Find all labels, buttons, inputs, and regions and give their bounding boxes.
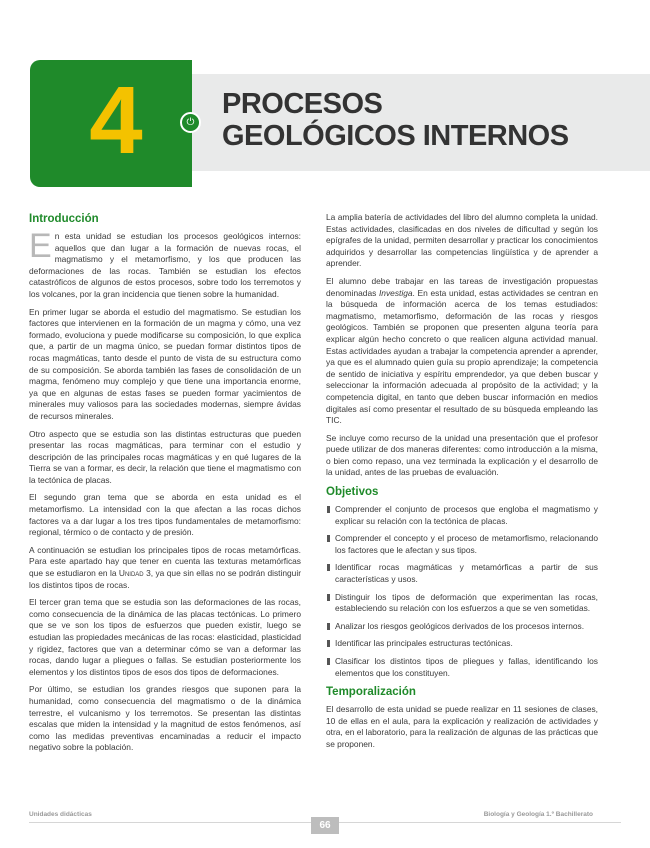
intro-paragraph-1-text: n esta unidad se estudian los procesos geológicos internos: aquellos que dan lugar a la formación de nuevas rocas, el magmatismo y el metamorfismo, y los que producen las deformaciones de las rocas. También se estudian los efectos catastróficos de algunos de estos procesos, sobre todo los terremotos y los volcanes, por la gran incidencia que tienen sobre la humanidad. [29, 231, 301, 299]
objetivos-list [326, 504, 598, 679]
intro-paragraph-5-b: 3, ya que sin ellas no se podrán distinguir los distintos tipos de rocas. [29, 568, 301, 590]
intro-paragraph-2: En primer lugar se aborda el estudio del magmatismo. Se estudian los factores que intervienen en la formación de un magma y cómo, una vez formado, evoluciona y puede modificarse su composición, lo que explica que, a partir de un magma único, se puedan formar distintos tipos de rocas magmáticas, tanto desde el punto de vista de su estructura como de su composición. Se aborda también las fases de consolidación de un magma, fenómeno muy complejo y que tiene una importancia enorme, ya que en algunas de estas fases se pueden formar yacimientos de minerales muy valiosos para las sociedades modernas, siempre ávidas de recursos minerales. [29, 306, 301, 421]
title-line-2: GEOLÓGICOS INTERNOS [222, 120, 569, 152]
intro-heading: Introducción [29, 213, 99, 225]
objetivo-item: Clasificar los distintos tipos de pliegues y fallas, identificando los elementos que los constituyen. [326, 656, 598, 679]
right-paragraph-1: La amplia batería de actividades del libro del alumno completa la unidad. Estas actividades, clasificadas en dos niveles de dificultad y según los epígrafes de la unidad, permiten desarrollar y practicar los conocimientos adquiridos y desarrollar las competencias lingüística y de aprender a aprender. [326, 212, 598, 269]
drop-cap: E [29, 227, 52, 265]
objetivo-item: Comprender el concepto y el proceso de metamorfismo, relacionando los factores que le afectan y sus tipos. [326, 533, 598, 556]
objetivo-item: Analizar los riesgos geológicos derivados de los procesos internos. [326, 621, 598, 633]
temporalizacion-paragraph: El desarrollo de esta unidad se puede realizar en 11 sesiones de clases, 10 de ellas en el aula, para la explicación y realización de actividades y otra, en el laboratorio, para la realización de algunas de las prácticas que se proponen. [326, 704, 598, 749]
objetivo-item: Comprender el conjunto de procesos que engloba el magmatismo y explicar su relación con la tectónica de placas. [326, 504, 598, 527]
investiga-term: Investiga [378, 287, 413, 298]
objetivo-item: Identificar las principales estructuras tectónicas. [326, 638, 598, 650]
right-column [326, 212, 598, 757]
right-paragraph-2-b: . En esta unidad, estas actividades se centran en la búsqueda de información acerca de los temas estudiados: magmatismo, metamorfismo, deformación de las rocas y riesgos geológicos. También se proponen que presenten alguna teoría para explicar algún hecho concreto o que realicen alguna actividad manual. Estas actividades ayudan a trabajar la competencia aprender a aprender, ya que es el alumnado quien guía su propio aprendizaje; la competencia de sentido de iniciativa y espíritu emprendedor, ya que deben buscar y seleccionar la información adecuada al propósito de la actividad; y la competencia digital, en tanto que deben buscar información en medios digitales así como presentar el resultado de su búsqueda empleando las TIC. [326, 287, 598, 426]
right-paragraph-2 [326, 276, 598, 427]
intro-paragraph-5 [29, 545, 301, 591]
footer-right-label: Biología y Geología 1.º Bachillerato [483, 811, 593, 818]
objetivos-heading: Objetivos [326, 486, 379, 499]
objetivo-item: Distinguir los tipos de deformación que experimentan las rocas, estableciendo su relación con los esfuerzos a que se ven sometidas. [326, 592, 598, 615]
intro-paragraph-6: El tercer gran tema que se estudia son las deformaciones de las rocas, como consecuencia de la dinámica de las placas tectónicas. Lo primero que se ve son los tipos de esfuerzos que pueden existir, luego se estudian las propiedades mecánicas de las rocas: elasticidad, plasticidad y rigidez, factores que van a determinar cómo se van a deformar las rocas, dando lugar a pliegues o fallas. Se estudian posteriormente los elementos y los distintos tipos de esos dos tipos de deformaciones. [29, 597, 301, 677]
title-line-1: PROCESOS [222, 88, 383, 120]
intro-paragraph-4: El segundo gran tema que se aborda en esta unidad es el metamorfismo. La intensidad con la que afectan a las rocas dichos factores va a dar lugar a los tres tipos fundamentales de metamorfismo: regional, térmico o de contacto y de presión. [29, 492, 301, 538]
chapter-number: 4 [89, 67, 143, 174]
intro-paragraph-3: Otro aspecto que se estudia son las distintas estructuras que pueden presentar las rocas magmáticas, para terminar con el estudio y descripción de las principales rocas magmáticas y en qué lugares de la Tierra se van a formar, es decir, la relación que tiene el magmatismo con la tectónica de placas. [29, 428, 301, 485]
left-column [29, 212, 301, 760]
footer-left-label: Unidades didácticas [29, 811, 92, 818]
power-icon: ⏻ [180, 112, 201, 133]
right-paragraph-2-a: El alumno debe trabajar en las tareas de investigación propuestas denominadas [326, 275, 598, 298]
right-paragraph-3: Se incluye como recurso de la unidad una presentación que el profesor puede utilizar de dos maneras diferentes: como introducción a la misma, o bien como repaso, una vez terminada la explicación y el desarrollo de la unidad, antes de las pruebas de evaluación. [326, 432, 598, 478]
page-number: 66 [311, 817, 339, 834]
intro-paragraph-1 [29, 227, 301, 301]
temporalizacion-heading: Temporalización [326, 686, 416, 699]
intro-paragraph-5-a: A continuación se estudian los principales tipos de rocas metamórficas. Para este apartado hay que tener en cuenta las texturas metamórficas que se estudiaron en la [29, 544, 301, 579]
page-title [222, 88, 569, 152]
unit-reference: Unidad [118, 568, 144, 579]
objetivo-item: Identificar rocas magmáticas y metamórficas a partir de sus características y usos. [326, 562, 598, 585]
intro-paragraph-7: Por último, se estudian los grandes riesgos que suponen para la humanidad, como consecuencia del magmatismo o de la dinámica terrestre, el vulcanismo y los terremotos. Se presentan las distintas escalas que miden la intensidad y la magnitud de estos fenómenos, así como las medidas preventivas encaminadas a reducir el impacto negativo sobre la población. [29, 684, 301, 753]
